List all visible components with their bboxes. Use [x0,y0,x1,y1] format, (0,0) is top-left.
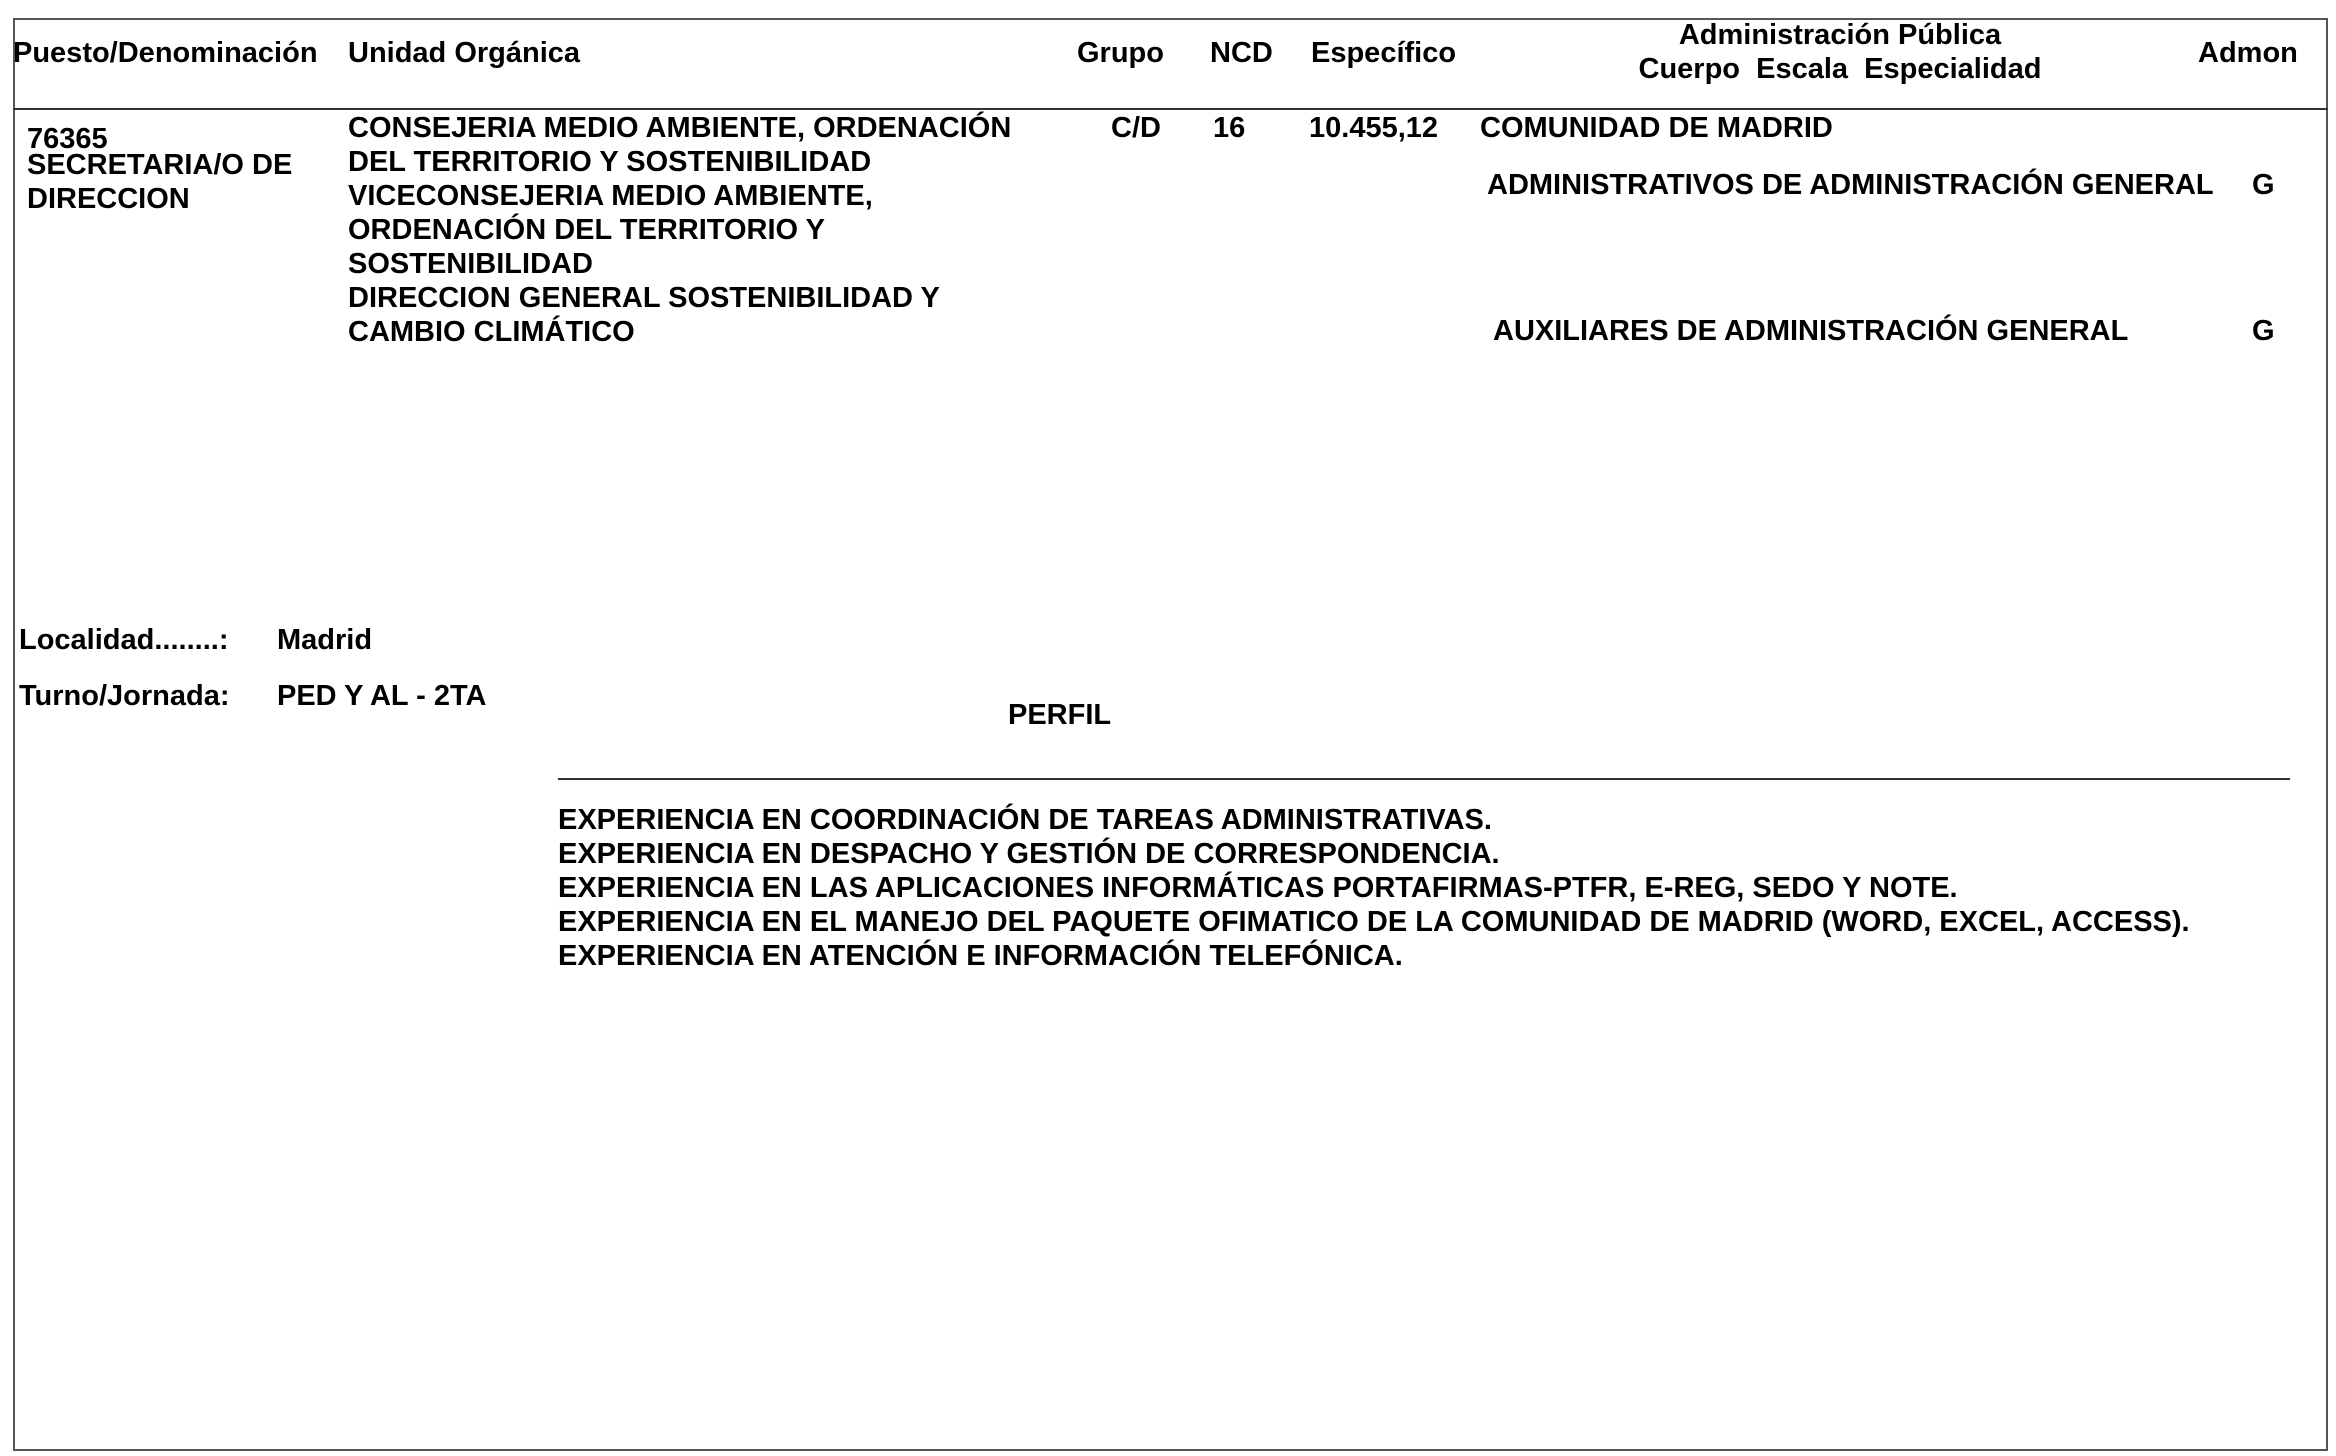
unidad-organica-line-6: DIRECCION GENERAL SOSTENIBILIDAD Y [348,282,940,314]
turno-value: PED Y AL - 2TA [277,680,487,712]
perfil-divider [558,778,2290,780]
especifico-value: 10.455,12 [1309,112,1439,144]
perfil-item-4: EXPERIENCIA EN EL MANEJO DEL PAQUETE OFIMATICO DE LA COMUNIDAD DE MADRID (WORD, EXCEL, ACCESS). [558,906,2190,938]
header-administracion-publica: Administración Pública [1678,19,2002,51]
unidad-organica-line-1: CONSEJERIA MEDIO AMBIENTE, ORDENACIÓN [348,112,1012,144]
unidad-organica-line-2: DEL TERRITORIO Y SOSTENIBILIDAD [348,146,872,178]
puesto-denominacion-line-1: SECRETARIA/O DE [27,149,293,181]
localidad-value: Madrid [277,624,373,656]
unidad-organica-line-4: ORDENACIÓN DEL TERRITORIO Y [348,214,825,246]
cuerpo-1-nombre: ADMINISTRATIVOS DE ADMINISTRACIÓN GENERAL [1487,169,2214,201]
perfil-item-2: EXPERIENCIA EN DESPACHO Y GESTIÓN DE CORRESPONDENCIA. [558,838,1500,870]
cuerpo-2-nombre: AUXILIARES DE ADMINISTRACIÓN GENERAL [1493,315,2129,347]
puesto-codigo: 76365 [27,123,108,155]
header-grupo: Grupo [1077,37,1164,69]
cuerpo-1-admon: G [2252,169,2275,201]
header-admon: Admon [2198,37,2298,69]
header-especifico: Específico [1311,37,1457,69]
unidad-organica-line-5: SOSTENIBILIDAD [348,248,593,280]
administracion-value: COMUNIDAD DE MADRID [1480,112,1833,144]
unidad-organica-line-7: CAMBIO CLIMÁTICO [348,316,635,348]
header-puesto-denominacion: Puesto/Denominación [13,37,318,69]
header-divider [13,108,2328,110]
perfil-title: PERFIL [1008,699,1112,731]
unidad-organica-line-3: VICECONSEJERIA MEDIO AMBIENTE, [348,180,873,212]
puesto-denominacion-line-2: DIRECCION [27,183,190,215]
perfil-item-5: EXPERIENCIA EN ATENCIÓN E INFORMACIÓN TELEFÓNICA. [558,940,1403,972]
localidad-label: Localidad........: [19,624,229,656]
perfil-item-3: EXPERIENCIA EN LAS APLICACIONES INFORMÁTICAS PORTAFIRMAS-PTFR, E-REG, SEDO Y NOTE. [558,872,1958,904]
cuerpo-2-admon: G [2252,315,2275,347]
turno-label: Turno/Jornada: [19,680,230,712]
header-cuerpo-escala-especialidad: Cuerpo Escala Especialidad [1638,53,2042,85]
header-ncd: NCD [1210,37,1273,69]
ncd-value: 16 [1213,112,1246,144]
perfil-item-1: EXPERIENCIA EN COORDINACIÓN DE TAREAS ADMINISTRATIVAS. [558,804,1492,836]
grupo-value: C/D [1111,112,1161,144]
header-unidad-organica: Unidad Orgánica [348,37,581,69]
